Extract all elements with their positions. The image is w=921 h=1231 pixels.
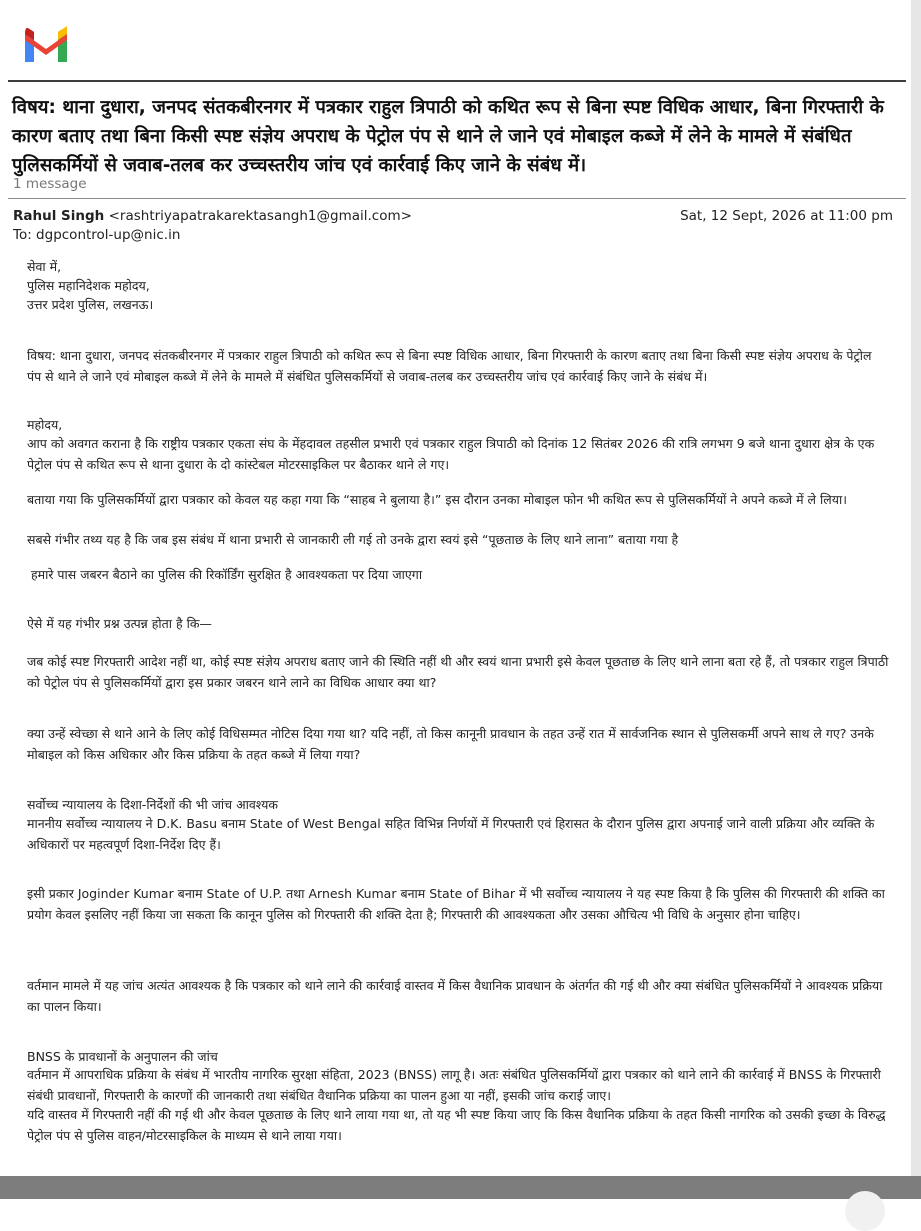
viewer-bottom-bar [0, 1176, 921, 1199]
body-paragraph: हमारे पास जबरन बैठाने का पुलिस की रिकॉर्डिंग सुरक्षित है आवश्यकता पर दिया जाएगा [31, 567, 423, 582]
body-paragraph: जब कोई स्पष्ट गिरफ्तारी आदेश नहीं था, कोई स्पष्ट संज्ञेय अपराध बताए जाने की स्थिति नहीं थी और स्वयं थाना प्रभारी इसे केवल पूछताछ के लिए थाने लाना बता रहे हैं, तो पत्रकार राहुल त्रिपाठी को पेट्रोल पंप से पुलिसकर्मियों द्वारा इस प्रकार जबरन थाने लाने का विधिक आधार क्या था? [27, 654, 889, 690]
body-paragraph: यदि वास्तव में गिरफ्तारी नहीं की गई थी और केवल पूछताछ के लिए थाने लाया गया था, तो यह भी स्पष्ट किया जाए कि किस वैधानिक प्रक्रिया के तहत किसी नागरिक को उसकी इच्छा के विरुद्ध पेट्रोल पंप से पुलिस वाहन/मोटरसाइकिल के माध्यम से थाने लाया गया। [27, 1107, 886, 1143]
body-paragraph: सबसे गंभीर तथ्य यह है कि जब इस संबंध में थाना प्रभारी से जानकारी ली गई तो उनके द्वारा स्वयं इसे “पूछताछ के लिए थाने लाना” बताया गया है [27, 532, 679, 547]
body-paragraph: बताया गया कि पुलिसकर्मियों द्वारा पत्रकार को केवल यह कहा गया कि “साहब ने बुलाया है।” इस दौरान उनका मोबाइल फोन भी कथित रूप से पुलिसकर्मियों ने अपने कब्जे में ले लिया। [27, 492, 847, 507]
recipient-line: To: dgpcontrol-up@nic.in [13, 227, 181, 243]
header-divider [8, 80, 906, 82]
message-count: 1 message [13, 176, 87, 192]
floating-action-button[interactable] [845, 1191, 885, 1231]
subject-divider [8, 198, 906, 199]
body-paragraph: क्या उन्हें स्वेच्छा से थाने आने के लिए कोई विधिसम्मत नोटिस दिया गया था? यदि नहीं, तो किस कानूनी प्रावधान के तहत उन्हें रात में सार्वजनिक स्थान से पुलिसकर्मी अपने साथ ले गए? उनके मोबाइल को किस अधिकार और किस प्रक्रिया के तहत कब्जे में लिया गया? [27, 726, 874, 762]
section-heading: BNSS के प्रावधानों के अनुपालन की जांच [27, 1049, 218, 1064]
body-paragraph: ऐसे में यह गंभीर प्रश्न उत्पन्न होता है कि— [27, 616, 212, 631]
body-paragraph: इसी प्रकार Joginder Kumar बनाम State of U.P. तथा Arnesh Kumar बनाम State of Bihar में भी सर्वोच्च न्यायालय ने यह स्पष्ट किया है कि पुलिस की गिरफ्तारी की शक्ति का प्रयोग केवल इसलिए नहीं किया जा सकता कि कानून पुलिस को गिरफ्तारी की शक्ति देता है; गिरफ्तारी की आवश्यकता और उसका औचित्य भी विधि के अनुसार होना चाहिए। [27, 886, 885, 922]
email-subject: विषय: थाना दुधारा, जनपद संतकबीरनगर में पत्रकार राहुल त्रिपाठी को कथित रूप से बिना स्पष्ट विधिक आधार, बिना गिरफ्तारी के कारण बताए तथा बिना किसी स्पष्ट संज्ञेय अपराध के पेट्रोल पंप से थाने ले जाने एवं मोबाइल कब्जे में लेने के मामले में संबंधित पुलिसकर्मियों से जवाब-तलब कर उच्चस्तरीय जांच एवं कार्रवाई किए जाने के संबंध में। [12, 97, 884, 176]
body-paragraph: आप को अवगत कराना है कि राष्ट्रीय पत्रकार एकता संघ के मेंहदावल तहसील प्रभारी एवं पत्रकार राहुल त्रिपाठी को दिनांक 12 सितंबर 2026 की रात्रि लगभग 9 बजे थाना दुधारा क्षेत्र के एक पेट्रोल पंप से कथित रूप से थाना दुधारा के दो कांस्टेबल मोटरसाइकिल पर बैठाकर थाने ले गए। [27, 436, 875, 472]
salutation-line-3: उत्तर प्रदेश पुलिस, लखनऊ। [27, 297, 154, 312]
sender-line [13, 208, 412, 224]
sender-name: Rahul Singh [13, 208, 105, 224]
section-heading: सर्वोच्च न्यायालय के दिशा-निर्देशों की भी जांच आवश्यक [27, 797, 278, 812]
gmail-logo-icon [22, 24, 70, 64]
body-paragraph: माननीय सर्वोच्च न्यायालय ने D.K. Basu बनाम State of West Bengal सहित विभिन्न निर्णयों में गिरफ्तारी एवं हिरासत के दौरान पुलिस द्वारा अपनाई जाने वाली प्रक्रिया और व्यक्ति के अधिकारों पर महत्वपूर्ण दिशा-निर्देश दिए हैं। [27, 816, 875, 852]
scrollbar-track[interactable] [911, 0, 921, 1199]
body-greeting: महोदय, [27, 417, 63, 432]
salutation-line-1: सेवा में, [27, 259, 62, 274]
body-subject-paragraph: विषय: थाना दुधारा, जनपद संतकबीरनगर में पत्रकार राहुल त्रिपाठी को कथित रूप से बिना स्पष्ट विधिक आधार, बिना गिरफ्तारी के कारण बताए तथा बिना किसी स्पष्ट संज्ञेय अपराध के पेट्रोल पंप से थाने ले जाने एवं मोबाइल कब्जे में लेने के मामले में संबंधित पुलिसकर्मियों से जवाब-तलब कर उच्चस्तरीय जांच एवं कार्रवाई किए जाने के संबंध में। [27, 348, 872, 384]
salutation-line-2: पुलिस महानिदेशक महोदय, [27, 278, 150, 293]
body-paragraph: वर्तमान में आपराधिक प्रक्रिया के संबंध में भारतीय नागरिक सुरक्षा संहिता, 2023 (BNSS) लागू है। अतः संबंधित पुलिसकर्मियों द्वारा पत्रकार को थाने लाने की कार्रवाई में BNSS के गिरफ्तारी संबंधी प्रावधानों, गिरफ्तारी के कारणों की जानकारी तथा संबंधित वैधानिक प्रक्रिया का पालन हुआ या नहीं, इसकी जांच कराई जाए। [27, 1067, 881, 1103]
body-paragraph: वर्तमान मामले में यह जांच अत्यंत आवश्यक है कि पत्रकार को थाने लाने की कार्रवाई वास्तव में किस वैधानिक प्रावधान के अंतर्गत की गई थी और क्या संबंधित पुलिसकर्मियों ने आवश्यक प्रक्रिया का पालन किया। [27, 978, 883, 1014]
email-date: Sat, 12 Sept, 2026 at 11:00 pm [680, 208, 893, 224]
sender-email: <rashtriyapatrakarektasangh1@gmail.com> [108, 208, 412, 224]
